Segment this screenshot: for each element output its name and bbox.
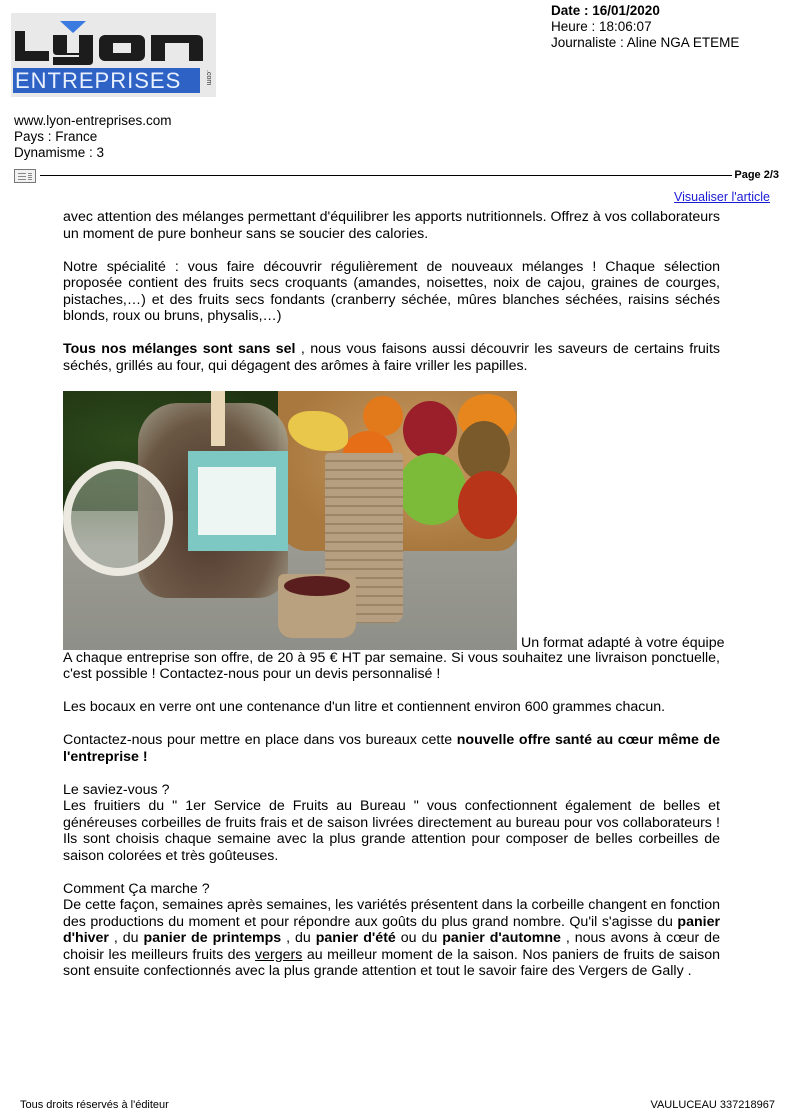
page-number: Page 2/3 (734, 169, 779, 181)
article-body (63, 209, 725, 996)
logo-dotcom: .com (205, 70, 212, 86)
lyon-wordmark-icon (13, 21, 213, 65)
footer-reference: VAULUCEAU 337218967 (650, 1099, 775, 1111)
article-paragraph: avec attention des mélanges permettant d'équilibrer les apports nutritionnels. Offrez à vos collaborateurs un moment de pure bonheur sans se soucier des calories. (63, 209, 720, 242)
article-paragraph: A chaque entreprise son offre, de 20 à 95 € HT par semaine. Si vous souhaitez une livraison ponctuelle, c'est possible ! Contactez-nous pour un devis personnalisé ! (63, 649, 720, 682)
source-dynamism: Dynamisme : 3 (14, 145, 105, 160)
bold-text: panier d'automne (442, 930, 561, 946)
source-country: Pays : France (14, 129, 98, 144)
bold-text: nouvelle offre santé au cœur même de l'entreprise ! (63, 732, 720, 765)
article-photo (63, 391, 517, 650)
source-website: www.lyon-entreprises.com (14, 113, 172, 128)
bold-text: panier de printemps (143, 930, 282, 946)
bold-text: Tous nos mélanges sont sans sel (63, 341, 296, 357)
bold-text: panier d'été (315, 930, 396, 946)
page-rule-row (14, 169, 779, 185)
photo-jar-lid (63, 461, 173, 576)
logo-entreprises-bar: ENTREPRISES (13, 68, 200, 93)
article-paragraph: Notre spécialité : vous faire découvrir régulièrement de nouveaux mélanges ! Chaque sélection proposée contient des fruits secs croquants (amandes, noisettes, noix de cajou, graines de courges, pistaches,…) et des fruits secs fondants (cranberry séchée, mûres blanches séchées, raisins séchés blonds, roux ou bruns, physalis,…) (63, 258, 720, 324)
press-meta (551, 3, 739, 51)
view-article-link[interactable]: Visualiser l'article (674, 190, 770, 204)
article-paragraph (63, 732, 720, 765)
text: , nous avons à cœur de choisir les meilleurs fruits des (63, 930, 720, 963)
footer-rights: Tous droits réservés à l'éditeur (20, 1099, 169, 1111)
text: au meilleur moment de la saison. Nos paniers de fruits de saison sont ensuite confectionnés avec la plus grande attention et tout le savoir faire des Vergers de Gally . (63, 946, 720, 979)
press-date: Date : 16/01/2020 (551, 3, 660, 18)
lyon-entreprises-logo (11, 13, 216, 97)
image-caption: Un format adapté à votre équipe (521, 634, 725, 651)
text: De cette façon, semaines après semaines, les variétés présentent dans la corbeille changent en fonction des productions du moment et pour répondre aux goûts du plus grand nombre. Qu'il s'agisse du (63, 897, 720, 930)
vergers-link[interactable]: vergers (255, 946, 303, 963)
text: ou du (395, 930, 443, 946)
article-paragraph (63, 881, 720, 980)
article-paragraph (63, 341, 720, 374)
section-heading: Comment Ça marche ? (63, 880, 210, 897)
section-heading: Le saviez-vous ? (63, 781, 170, 798)
text: , du (281, 930, 316, 946)
article-figure (63, 391, 725, 651)
text: Contactez-nous pour mettre en place dans vos bureaux cette (63, 732, 457, 748)
article-paragraph: Les bocaux en verre ont une contenance d'un litre et contiennent environ 600 grammes chacun. (63, 699, 666, 715)
horizontal-divider (40, 175, 732, 176)
press-time: Heure : 18:06:07 (551, 19, 652, 34)
press-journalist: Journaliste : Aline NGA ETEME (551, 35, 740, 50)
article-paragraph (63, 782, 720, 865)
source-info (14, 113, 172, 161)
photo-product-label (188, 451, 288, 551)
photo-spoon (211, 391, 225, 446)
text: Les fruitiers du " 1er Service de Fruits au Bureau " vous confectionnent également de belles et généreuses corbeilles de fruits frais et de saison livrées directement au bureau pour vos collaborateurs ! Ils sont choisis chaque semaine avec la plus grande attention pour composer de belles corbeilles de saison colorées et très goûteuses. (63, 798, 720, 864)
document-icon (14, 169, 36, 183)
bold-text: panier d'hiver (63, 913, 720, 946)
text: , du (108, 930, 144, 946)
text: , nous vous faisons aussi découvrir les saveurs de certains fruits séchés, grillés au four, qui dégagent des arômes à faire vriller les papilles. (63, 341, 720, 374)
photo-cup-snacks (278, 574, 356, 638)
